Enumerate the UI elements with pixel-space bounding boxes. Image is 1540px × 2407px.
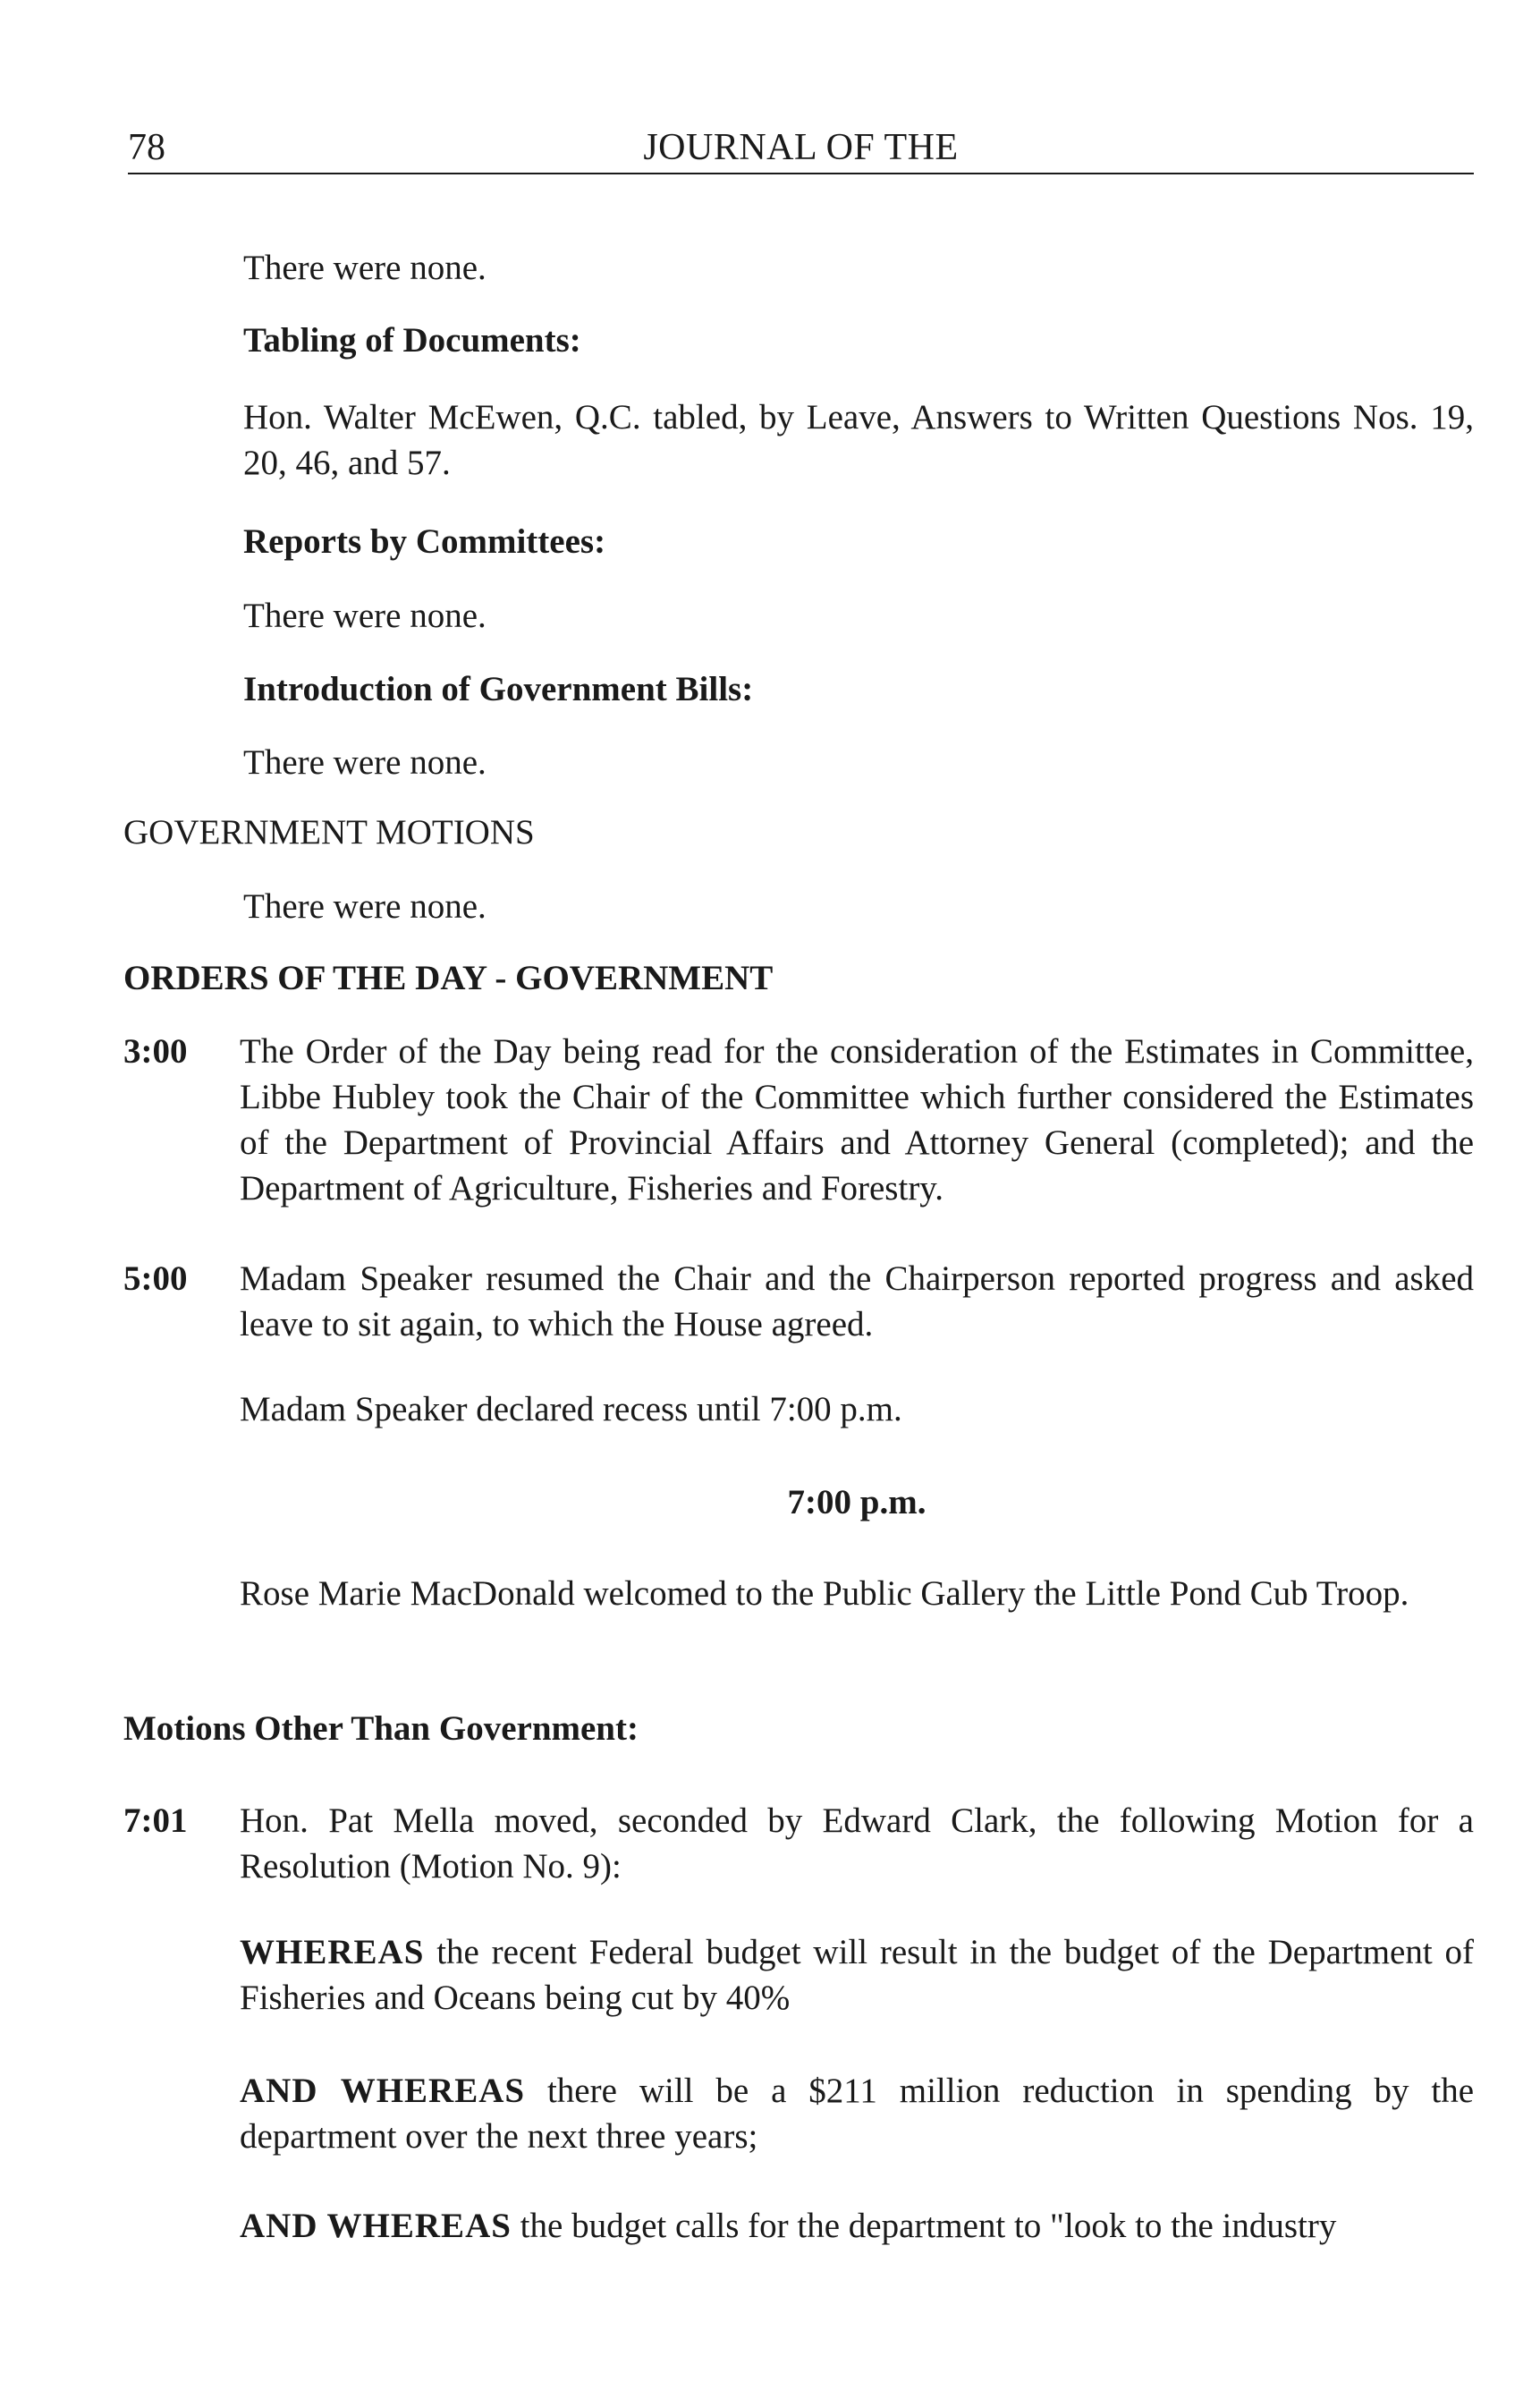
reports-heading: Reports by Committees: — [243, 522, 606, 561]
none-statement-2: There were none. — [243, 597, 487, 635]
none-statement-3: There were none. — [243, 743, 487, 782]
intro-bills-heading: Introduction of Government Bills: — [243, 670, 754, 708]
entry-7-01-text: Hon. Pat Mella moved, seconded by Edward Clark, the following Motion for a Resolution (Motion No. 9): — [240, 1801, 1474, 1886]
recess-text: Madam Speaker declared recess until 7:00 p.m. — [240, 1390, 902, 1428]
time-3-00: 3:00 — [123, 1032, 188, 1071]
and-whereas-keyword: AND WHEREAS — [240, 2207, 512, 2245]
whereas-clause-1 — [240, 1929, 1474, 2021]
entry-3-00-text: The Order of the Day being read for the consideration of the Estimates in Committee, Libbe Hubley took the Chair of the Committee which further considered the Estimates of the Department of Provincial Affairs and Attorney General (completed); and the Department of Agriculture, Fisheries and Forestry. — [240, 1032, 1474, 1208]
whereas-clause-1-text: the recent Federal budget will result in the budget of the Department of Fisheries and Oceans being cut by 40% — [240, 1933, 1474, 2017]
whereas-clause-2 — [240, 2068, 1474, 2159]
header-rule — [128, 173, 1474, 174]
time-5-00: 5:00 — [123, 1259, 188, 1298]
evening-time: 7:00 p.m. — [787, 1483, 927, 1521]
tabling-heading: Tabling of Documents: — [243, 321, 581, 360]
time-7-01: 7:01 — [123, 1801, 188, 1840]
government-motions-heading: GOVERNMENT MOTIONS — [123, 813, 535, 852]
running-title: JOURNAL OF THE — [643, 127, 959, 168]
motions-other-than-government-heading: Motions Other Than Government: — [123, 1709, 639, 1748]
page-number: 78 — [128, 127, 165, 168]
whereas-clause-3 — [240, 2203, 1474, 2249]
orders-of-the-day-heading: ORDERS OF THE DAY - GOVERNMENT — [123, 959, 774, 997]
none-statement-1: There were none. — [243, 249, 487, 287]
none-statement-4: There were none. — [243, 887, 487, 926]
entry-5-00-text: Madam Speaker resumed the Chair and the Chairperson reported progress and asked leave to sit again, to which the House agreed. — [240, 1259, 1474, 1343]
welcome-text: Rose Marie MacDonald welcomed to the Public Gallery the Little Pond Cub Troop. — [240, 1574, 1409, 1613]
whereas-clause-3-text: the budget calls for the department to "look to the industry — [511, 2207, 1337, 2245]
and-whereas-keyword: AND WHEREAS — [240, 2072, 526, 2110]
whereas-clause-2-text: there will be a $211 million reduction in spending by the department over the next three years; — [240, 2072, 1475, 2156]
whereas-keyword: WHEREAS — [240, 1933, 425, 1971]
page-header — [128, 125, 1474, 175]
tabling-text: Hon. Walter McEwen, Q.C. tabled, by Leave, Answers to Written Questions Nos. 19, 20, 46, and 57. — [243, 398, 1474, 482]
